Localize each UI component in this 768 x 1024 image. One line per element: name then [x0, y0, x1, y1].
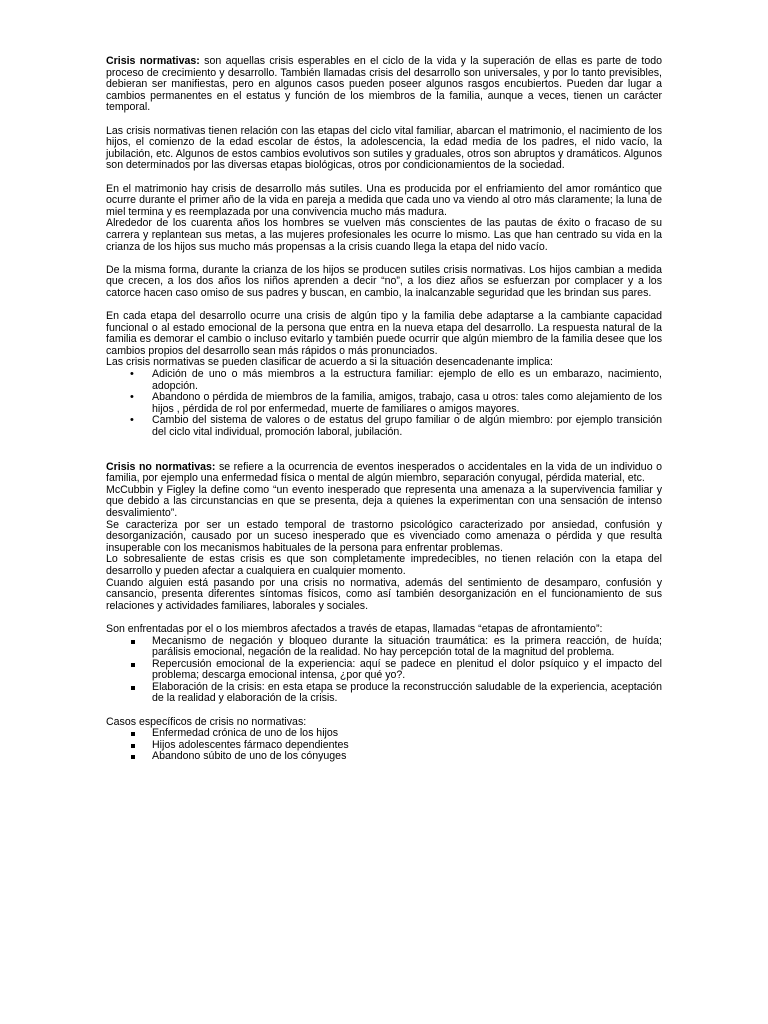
- square-bullet-icon: [131, 744, 135, 748]
- paragraph-child-rearing: De la misma forma, durante la crianza de los hijos se producen sutiles crisis normativas. Los hijos cambian a medida que crecen, a los dos años los niños aprenden a decir “no”, a los diez años se esfuerzan por complacer y a los catorce hacen caso omiso de sus padres y buscan, en cambio, la inalcanzable seguridad que les brindan sus pares.: [106, 263, 662, 299]
- list-item: Abandono súbito de uno de los cónyuges: [106, 751, 662, 763]
- square-bullet-icon: [131, 663, 135, 667]
- paragraph-unpredictable: Lo sobresaliente de estas crisis es que son completamente impredecibles, no tienen relación con la etapa del desarrollo y pueden afectar a cualquiera en cualquier momento.: [106, 553, 662, 577]
- list-item: Hijos adolescentes fármaco dependientes: [106, 740, 662, 752]
- paragraph-coping-stages: Son enfrentadas por el o los miembros afectados a través de etapas, llamadas “etapas de afrontamiento”:: [106, 622, 603, 635]
- list-item: Mecanismo de negación y bloqueo durante la situación traumática: es la primera reacción, de huída; parálisis emocional, negación de la realidad. No hay percepción total de la magnitud del problema.: [106, 636, 662, 659]
- square-bullet-icon: [131, 640, 135, 644]
- paragraph-each-stage: En cada etapa del desarrollo ocurre una crisis de algún tipo y la familia debe adaptarse a la cambiante capacidad funcional o al estado emocional de la persona que entra en la nueva etapa del desarrollo. La respuesta natural de la familia es demorar el cambio o incluso evitarlo y también puede ocurrir que algún miembro de la familia desee que los cambios propios del desarrollo sean más rápidos o más pronunciados.: [106, 310, 662, 357]
- list-item: Elaboración de la crisis: en esta etapa se produce la reconstrucción saludable de la experiencia, aceptación de la realidad y elaboración de la crisis.: [106, 682, 662, 705]
- paragraph-marriage: En el matrimonio hay crisis de desarrollo más sutiles. Una es producida por el enfriamiento del amor romántico que ocurre durante el primer año de la vida en pareja a medida que cada uno va viendo al otro más claramente; la luna de miel termina y es reemplazada por una convivencia mucho más madura.: [106, 182, 662, 218]
- normative-list: [106, 369, 662, 439]
- square-bullet-icon: [131, 732, 135, 736]
- paragraph-classification: Las crisis normativas se pueden clasificar de acuerdo a si la situación desencadenante implica:: [106, 356, 553, 369]
- list-item: Enfermedad crónica de uno de los hijos: [106, 728, 662, 740]
- paragraph-forties: Alrededor de los cuarenta años los hombres se vuelven más conscientes de las pautas de éxito o fracaso de su carrera y replantean sus metas, a las mujeres profesionales les ocurre lo mismo. Las que han centrado su vida en la crianza de los hijos sus mucho más propensas a la crisis cuando llega la etapa del nido vacío.: [106, 217, 662, 253]
- document-page: [106, 56, 662, 763]
- list-item: Repercusión emocional de la experiencia: aquí se padece en plenitud el dolor psíquico y el impacto del problema; descarga emocional intensa, ¿por qué yo?.: [106, 659, 662, 682]
- bullet-icon: •: [130, 368, 134, 381]
- cases-list: [106, 728, 662, 763]
- square-bullet-icon: [131, 755, 135, 759]
- term-non-normative-crisis: Crisis no normativas:: [106, 460, 216, 473]
- paragraph-normative-definition: Crisis normativas: son aquellas crisis esperables en el ciclo de la vida y la superación de ellas es parte de todo proceso de crecimiento y desarrollo. También llamadas crisis del desarrollo son universales, y por lo tanto previsibles, debieran ser manifiestas, pero en algunos casos pueden poseer algunos rasgos encubiertos. Pueden dar lugar a cambios permanentes en el estatus y función de los miembros de la familia, aunque a veces, tienen un carácter temporal.: [106, 55, 662, 114]
- paragraph-non-normative-definition: Crisis no normativas: se refiere a la ocurrencia de eventos inesperados o accidentales en la vida de un individuo o familia, por ejemplo una enfermedad física o mental de algún miembro, separación conyugal, pérdida material, etc.: [106, 460, 662, 485]
- term-normative-crisis: Crisis normativas:: [106, 55, 200, 67]
- paragraph-characteristics: Se caracteriza por ser un estado temporal de trastorno psicológico caracterizado por ansiedad, confusión y desorganización, causado por un suceso inesperado que es vivenciado como amenaza o pérdida y que resulta insuperable con los mecanismos habituales de la persona para enfrentar problemas.: [106, 518, 662, 554]
- bullet-icon: •: [130, 391, 134, 404]
- paragraph-life-cycle: Las crisis normativas tienen relación con las etapas del ciclo vital familiar, abarcan el matrimonio, el nacimiento de los hijos, el comienzo de la edad escolar de éstos, la adolescencia, la edad media de los padres, el nido vacío, la jubilación, etc. Algunos de estos cambios evolutivos son sutiles y graduales, otros son abruptos y dramáticos. Algunos son determinados por las diversas etapas biológicas, otros por condicionamientos de la sociedad.: [106, 124, 662, 172]
- square-bullet-icon: [131, 686, 135, 690]
- list-item: • Cambio del sistema de valores o de estatus del grupo familiar o de algún miembro: por ejemplo transición del ciclo vital individual, promoción laboral, jubilación.: [130, 414, 662, 438]
- list-item: • Adición de uno o más miembros a la estructura familiar: ejemplo de ello es un embarazo, nacimiento, adopción.: [130, 368, 662, 392]
- bullet-icon: •: [130, 414, 134, 427]
- paragraph-mccubbin: McCubbin y Figley la define como “un evento inesperado que representa una amenaza a la supervivencia familiar y que debido a las circunstancias en que se presenta, deja a quienes la experimentan con una sensación de intenso desvalimiento”.: [106, 483, 662, 519]
- paragraph-symptoms: Cuando alguien está pasando por una crisis no normativa, además del sentimiento de desamparo, confusión y cansancio, presenta diferentes síntomas físicos, como así también desorganización en el funcionamiento de sus relaciones y actividades familiares, laborales y sociales.: [106, 576, 662, 612]
- list-item: • Abandono o pérdida de miembros de la familia, amigos, trabajo, casa u otros: tales como alejamiento de los hijos , pérdida de rol por enfermedad, muerte de familiares o amigos mayores.: [130, 391, 662, 415]
- coping-list: [106, 636, 662, 706]
- paragraph-specific-cases: Casos específicos de crisis no normativas:: [106, 715, 307, 728]
